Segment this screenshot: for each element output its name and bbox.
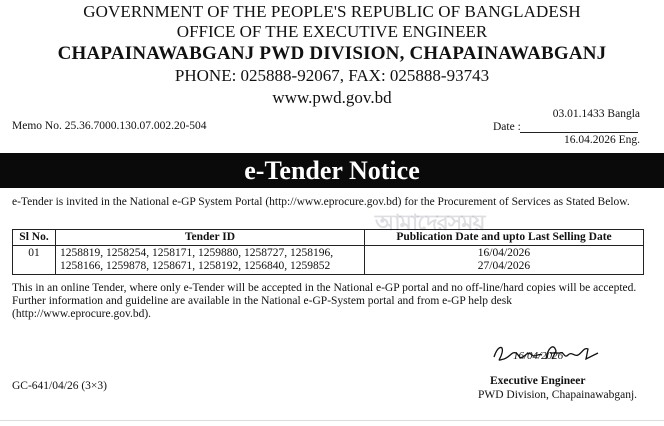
date-bangla: 03.01.1433 Bangla [552, 108, 640, 120]
online-tender-note: This in an online Tender, where only e-Tender will be accepted in the National e-GP portal and no off-line/hard copies will be accepted. Further information and guideline are available in the National e-GP-System portal and from e-GP help desk (http://www.eprocure.gov.bd). [12, 282, 637, 320]
last-selling-date: 27/04/2026 [477, 260, 531, 272]
date-label: Date : [493, 121, 521, 133]
tender-ids-line-1: 1258819, 1258254, 1258171, 1259880, 1258727, 1258196, [60, 247, 334, 259]
website-line: www.pwd.gov.bd [272, 88, 392, 107]
table-header-row [13, 230, 644, 246]
header-tender-id: Tender ID [56, 230, 365, 246]
header-sl-no: Sl No. [13, 230, 56, 246]
publication-date: 16/04/2026 [477, 247, 531, 259]
signatory-title: Executive Engineer [490, 375, 586, 387]
date-divider [520, 132, 638, 133]
tender-ids-line-2: 1258166, 1259878, 1258671, 1258192, 1256840, 1259852 [60, 260, 331, 272]
division-heading: CHAPAINAWABGANJ PWD DIVISION, CHAPAINAWABGANJ [57, 43, 607, 64]
phone-fax-line: PHONE: 025888-92067, FAX: 025888-93743 [174, 66, 490, 85]
newspaper-watermark: আমাদেরসময় [375, 210, 485, 235]
row-dates [365, 246, 644, 275]
signatory-office: PWD Division, Chapainawabganj. [478, 389, 638, 401]
row-sl-no: 01 [13, 246, 56, 275]
signature-date: 16/04/2026 [513, 350, 564, 362]
notice-banner: e-Tender Notice [0, 153, 664, 188]
tender-table [12, 229, 644, 275]
header-publication-date: Publication Date and upto Last Selling Date [365, 230, 644, 246]
table-row [13, 246, 644, 275]
date-english: 16.04.2026 Eng. [563, 134, 640, 146]
government-heading: GOVERNMENT OF THE PEOPLE'S REPUBLIC OF BANGLADESH [83, 2, 581, 21]
intro-text: e-Tender is invited in the National e-GP System Portal (http://www.eprocure.gov.bd) for the Procurement of Services as Stated Below. [12, 196, 630, 208]
bottom-divider [0, 420, 664, 421]
gc-reference: GC-641/04/26 (3×3) [12, 380, 107, 392]
office-heading: OFFICE OF THE EXECUTIVE ENGINEER [176, 22, 488, 41]
row-tender-ids [56, 246, 365, 275]
memo-number: Memo No. 25.36.7000.130.07.002.20-504 [12, 120, 207, 132]
